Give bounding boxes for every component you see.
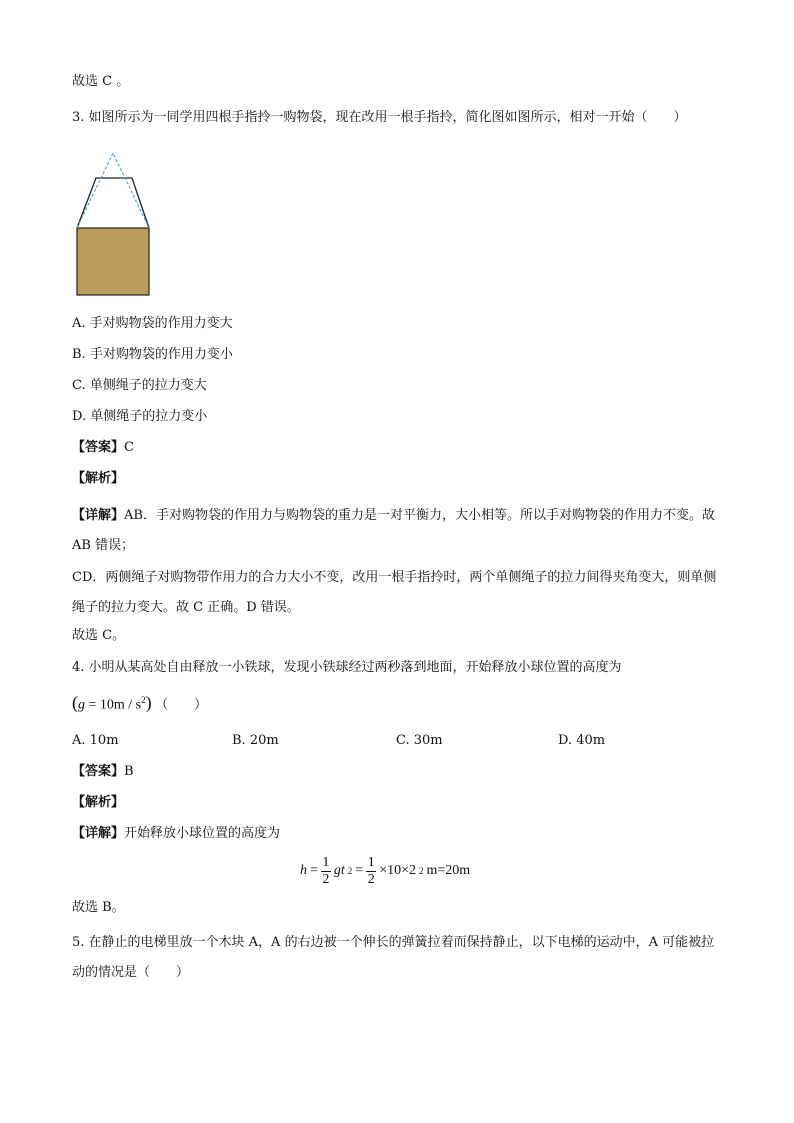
- answer-tag: 【答案】: [72, 440, 125, 455]
- height-formula: h = $\frac{1}{2}$ gt 2 = $\frac{1}{2}$ ×10×2 2 m=20m: [300, 854, 471, 887]
- four-finger-strings: [77, 178, 149, 228]
- question-5-stem: 5. 在静止的电梯里放一个木块 A，A 的右边被一个伸长的弹簧拉着而保持静止，以下电梯的运动中，A 可能被拉动的情况是（ ）: [72, 935, 715, 980]
- option-3c: C. 单侧绳子的拉力变大: [72, 378, 207, 393]
- answer-3: [72, 438, 134, 458]
- option-4c: C. 30m: [396, 733, 443, 748]
- answer-value: C: [124, 440, 134, 455]
- option-4a: A. 10m: [72, 733, 119, 748]
- detail-3-ab: [72, 501, 722, 561]
- gravity-expression: $(g = 10m / s^2)$ （ ）: [72, 692, 208, 713]
- option-3d: D. 单侧绳子的拉力变小: [72, 409, 208, 424]
- detail-3-cd: CD．两侧绳子对购物带作用力的合力大小不变，改用一根手指拎时，两个单侧绳子的拉力间得夹角变大，则单侧绳子的拉力变大。故 C 正确。D 错误。: [72, 570, 717, 615]
- answer-4: 【答案】B: [72, 764, 134, 779]
- detail-4: 【详解】开始释放小球位置的高度为: [72, 826, 281, 841]
- detail-text: AB．手对购物袋的作用力与购物袋的重力是一对平衡力，大小相等。所以手对购物袋的作用力不变。故 AB 错误；: [72, 508, 715, 553]
- question-4-stem: 4. 小明从某高处自由释放一小铁球，发现小铁球经过两秒落到地面，开始释放小球位置的高度为: [72, 660, 622, 675]
- option-4d: D. 40m: [558, 733, 606, 748]
- bag-body: [77, 228, 149, 295]
- conclusion-3: 故选 C。: [72, 628, 126, 643]
- option-4b: B. 20m: [232, 733, 279, 748]
- conclusion-4: 故选 B。: [72, 900, 125, 915]
- question-3-stem: 3. 如图所示为一同学用四根手指拎一购物袋，现在改用一根手指拎，简化图如图所示，相对一开始（ ）: [72, 110, 687, 125]
- analysis-tag-4: 【解析】: [72, 795, 125, 810]
- prev-conclusion: 故选 C 。: [72, 74, 130, 89]
- detail-tag: 【详解】: [72, 508, 125, 523]
- shopping-bag-diagram: [72, 148, 156, 300]
- one-finger-strings: [77, 153, 149, 228]
- option-3b: B. 手对购物袋的作用力变小: [72, 347, 233, 362]
- analysis-tag-3: 【解析】: [72, 471, 125, 486]
- option-3a: A. 手对购物袋的作用力变大: [72, 316, 233, 331]
